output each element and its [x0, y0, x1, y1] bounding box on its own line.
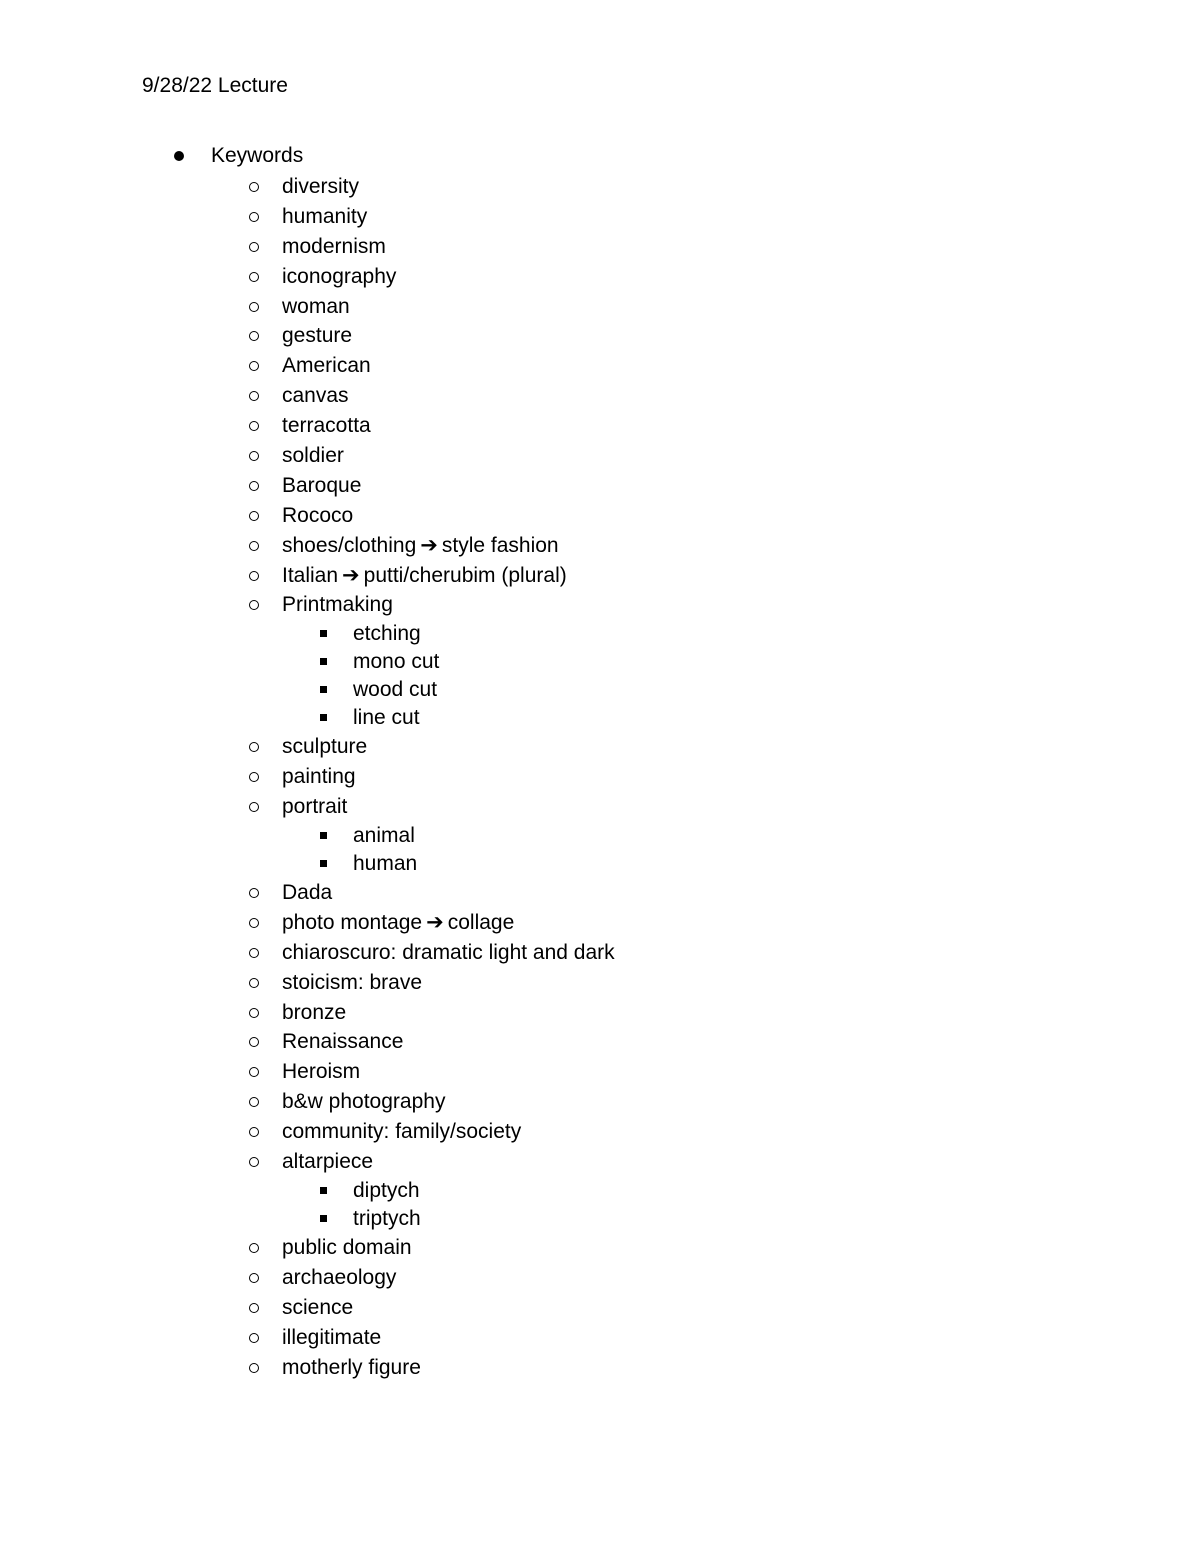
- right-arrow-icon: ➔: [426, 910, 444, 934]
- keyword-text: sculpture: [282, 735, 368, 759]
- list-item: [248, 321, 615, 351]
- keyword-text: photo montage: [282, 910, 423, 934]
- keyword-text: illegitimate: [282, 1325, 382, 1349]
- keyword-text: modernism: [282, 234, 386, 258]
- hollow-circle-bullet-icon: [249, 242, 259, 252]
- sub-list-item: [248, 620, 615, 648]
- sub-keyword-text: line cut: [353, 706, 420, 730]
- hollow-circle-bullet-icon: [249, 571, 259, 581]
- keyword-text: archaeology: [282, 1265, 397, 1289]
- hollow-circle-bullet-icon: [249, 772, 259, 782]
- keyword-text: Italian: [282, 563, 339, 587]
- sub-list-item: [248, 850, 615, 878]
- sub-keyword-text: etching: [353, 622, 421, 646]
- keyword-text: painting: [282, 765, 356, 789]
- section-label: Keywords: [211, 144, 304, 167]
- hollow-circle-bullet-icon: [249, 1127, 259, 1137]
- list-item: [248, 908, 615, 938]
- keyword-text: bronze: [282, 1000, 347, 1024]
- document-title: 9/28/22 Lecture: [142, 74, 288, 97]
- hollow-circle-bullet-icon: [249, 1273, 259, 1283]
- keyword-text: stoicism: brave: [282, 970, 423, 994]
- keyword-related-text: collage: [447, 910, 515, 934]
- keyword-text: shoes/clothing: [282, 533, 417, 557]
- hollow-circle-bullet-icon: [249, 212, 259, 222]
- hollow-circle-bullet-icon: [249, 272, 259, 282]
- keyword-text: altarpiece: [282, 1150, 374, 1174]
- list-item: [248, 1323, 615, 1353]
- list-item: [248, 202, 615, 232]
- keyword-text: Heroism: [282, 1060, 361, 1084]
- keyword-text: American: [282, 354, 371, 378]
- hollow-circle-bullet-icon: [249, 742, 259, 752]
- hollow-circle-bullet-icon: [249, 541, 259, 551]
- hollow-circle-bullet-icon: [249, 1303, 259, 1313]
- hollow-circle-bullet-icon: [249, 421, 259, 431]
- sub-keyword-text: diptych: [353, 1178, 420, 1202]
- list-item: [248, 441, 615, 471]
- hollow-circle-bullet-icon: [249, 331, 259, 341]
- sub-list-item: [248, 822, 615, 850]
- keyword-text: humanity: [282, 204, 368, 228]
- keyword-related-text: style fashion: [441, 533, 559, 557]
- hollow-circle-bullet-icon: [249, 511, 259, 521]
- keyword-items: [211, 172, 615, 1382]
- hollow-circle-bullet-icon: [249, 1243, 259, 1253]
- sub-list-item: [248, 648, 615, 676]
- hollow-circle-bullet-icon: [249, 302, 259, 312]
- list-item: [248, 792, 615, 822]
- list-item: [248, 762, 615, 792]
- sub-keyword-text: mono cut: [353, 650, 440, 674]
- list-item: [248, 968, 615, 998]
- hollow-circle-bullet-icon: [249, 802, 259, 812]
- square-bullet-icon: [320, 686, 327, 693]
- square-bullet-icon: [320, 658, 327, 665]
- sub-keyword-text: wood cut: [353, 678, 438, 702]
- list-item: [248, 411, 615, 441]
- list-item: [248, 1147, 615, 1177]
- keyword-text: canvas: [282, 384, 349, 408]
- list-item: [248, 172, 615, 202]
- list-item: [248, 232, 615, 262]
- hollow-circle-bullet-icon: [249, 361, 259, 371]
- keyword-text: Baroque: [282, 473, 362, 497]
- hollow-circle-bullet-icon: [249, 978, 259, 988]
- hollow-circle-bullet-icon: [249, 1097, 259, 1107]
- keyword-related-text: putti/cherubim (plural): [363, 563, 567, 587]
- hollow-circle-bullet-icon: [249, 1333, 259, 1343]
- list-item: [248, 1117, 615, 1147]
- sub-keyword-text: human: [353, 852, 418, 876]
- list-item: [248, 1263, 615, 1293]
- keyword-text: woman: [282, 294, 350, 318]
- list-item: [248, 1293, 615, 1323]
- list-item: [248, 878, 615, 908]
- hollow-circle-bullet-icon: [249, 948, 259, 958]
- hollow-circle-bullet-icon: [249, 1008, 259, 1018]
- list-item: [248, 501, 615, 531]
- hollow-circle-bullet-icon: [249, 1037, 259, 1047]
- list-item: [248, 1027, 615, 1057]
- list-item: [248, 1353, 615, 1383]
- square-bullet-icon: [320, 1187, 327, 1194]
- list-item: [248, 561, 615, 591]
- list-item: [248, 262, 615, 292]
- list-item: [248, 471, 615, 501]
- keyword-text: gesture: [282, 324, 353, 348]
- keyword-text: b&w photography: [282, 1090, 446, 1114]
- square-bullet-icon: [320, 860, 327, 867]
- square-bullet-icon: [320, 714, 327, 721]
- keyword-text: public domain: [282, 1235, 412, 1259]
- list-item: [248, 381, 615, 411]
- sub-keyword-text: triptych: [353, 1206, 421, 1230]
- hollow-circle-bullet-icon: [249, 451, 259, 461]
- hollow-circle-bullet-icon: [249, 1067, 259, 1077]
- keyword-text: community: family/society: [282, 1120, 522, 1144]
- sub-list-item: [248, 704, 615, 732]
- keywords-section: [174, 142, 615, 1382]
- keyword-text: portrait: [282, 795, 348, 819]
- list-item: [248, 531, 615, 561]
- right-arrow-icon: ➔: [420, 533, 438, 557]
- hollow-circle-bullet-icon: [249, 481, 259, 491]
- sub-list-item: [248, 1205, 615, 1233]
- filled-bullet-icon: [174, 151, 184, 161]
- keyword-text: science: [282, 1295, 354, 1319]
- list-item: [248, 292, 615, 322]
- keyword-text: soldier: [282, 444, 344, 468]
- sub-list-item: [248, 676, 615, 704]
- keyword-text: iconography: [282, 264, 397, 288]
- list-item: [248, 998, 615, 1028]
- list-item: [248, 590, 615, 620]
- list-item: [248, 732, 615, 762]
- hollow-circle-bullet-icon: [249, 182, 259, 192]
- hollow-circle-bullet-icon: [249, 391, 259, 401]
- square-bullet-icon: [320, 630, 327, 637]
- keyword-text: terracotta: [282, 414, 371, 438]
- keyword-text: diversity: [282, 175, 360, 198]
- list-item: [248, 1057, 615, 1087]
- hollow-circle-bullet-icon: [249, 600, 259, 610]
- list-item: [248, 1233, 615, 1263]
- list-item: [248, 1087, 615, 1117]
- keyword-text: motherly figure: [282, 1355, 421, 1379]
- square-bullet-icon: [320, 1215, 327, 1222]
- keyword-text: chiaroscuro: dramatic light and dark: [282, 940, 615, 964]
- hollow-circle-bullet-icon: [249, 888, 259, 898]
- hollow-circle-bullet-icon: [249, 1363, 259, 1373]
- square-bullet-icon: [320, 832, 327, 839]
- keyword-text: Dada: [282, 881, 333, 905]
- sub-list-item: [248, 1177, 615, 1205]
- hollow-circle-bullet-icon: [249, 918, 259, 928]
- hollow-circle-bullet-icon: [249, 1157, 259, 1167]
- keyword-text: Renaissance: [282, 1030, 404, 1054]
- sub-keyword-text: animal: [353, 824, 415, 848]
- list-item: [248, 938, 615, 968]
- keyword-text: Printmaking: [282, 593, 393, 617]
- keywords-list: [174, 142, 615, 1382]
- list-item: [248, 351, 615, 381]
- keyword-text: Rococo: [282, 503, 354, 527]
- right-arrow-icon: ➔: [342, 563, 360, 587]
